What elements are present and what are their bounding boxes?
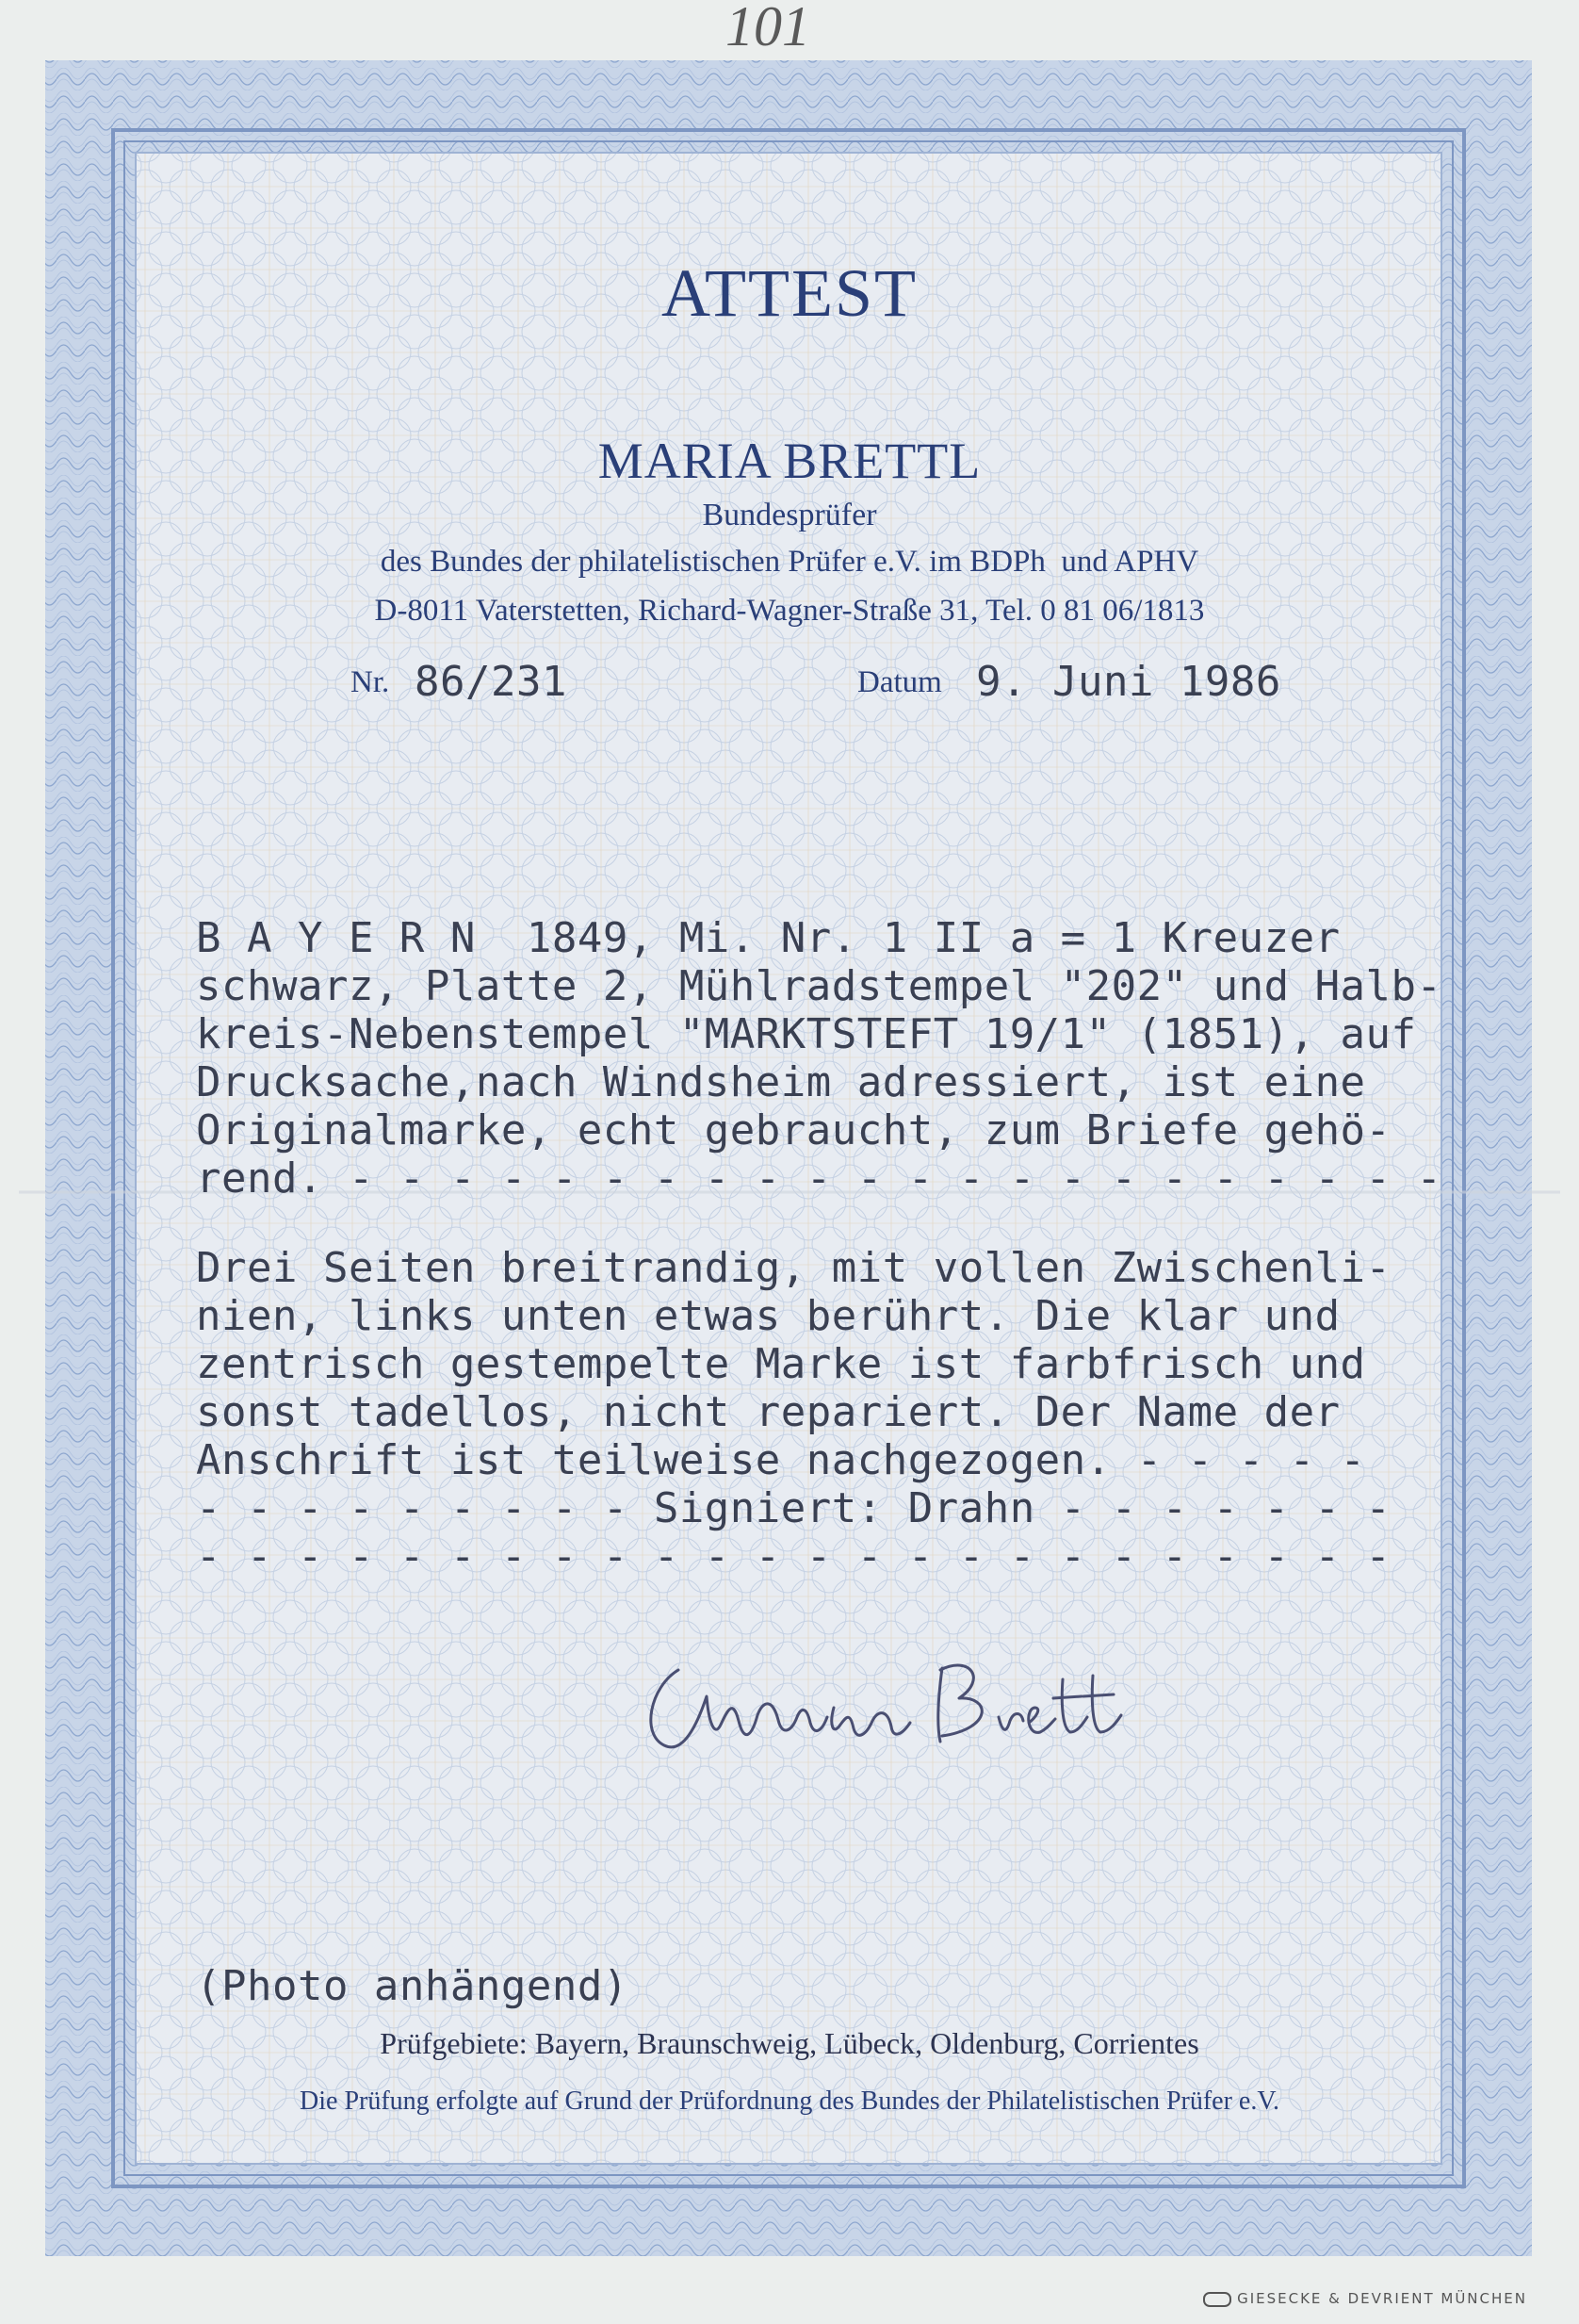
text-line: Anschrift ist teilweise nachgezogen. - - - - - (196, 1436, 1366, 1484)
text-line: schwarz, Platte 2, Mühlradstempel "202" und Halb- (196, 962, 1442, 1010)
printer-mark (1178, 2273, 1527, 2324)
certificate-number-label: Nr. (350, 665, 390, 699)
printer-mark-text: GIESECKE & DEVRIENT MÜNCHEN (1237, 2290, 1527, 2307)
text-line: rend. - - - - - - - - - - - - - - - - - - - - - - (196, 1154, 1442, 1203)
text-line: Originalmarke, echt gebraucht, zum Briefe gehö- (196, 1106, 1392, 1154)
text-line: zentrisch gestempelte Marke ist farbfrisch und (196, 1340, 1366, 1388)
issuer-address: D-8011 Vaterstetten, Richard-Wagner-Straße 31, Tel. 0 81 06/1813 (374, 594, 1205, 628)
date-value: 9. Juni 1986 (976, 658, 1281, 706)
issuer-name: MARIA BRETTL (597, 433, 982, 489)
issuer-role: Bundesprüfer (702, 498, 877, 532)
text-line: - - - - - - - - - Signiert: Drahn - - - - - - - (196, 1484, 1392, 1532)
certificate-number: 86/231 (415, 658, 567, 706)
text-line: B A Y E R N 1849, Mi. Nr. 1 II a = 1 Kreuzer (196, 914, 1341, 962)
issuer-association: des Bundes der philatelistischen Prüfer e.V. im BDPh und APHV (380, 545, 1199, 579)
signature (641, 1630, 1168, 1772)
text-line: sonst tadellos, nicht repariert. Der Name der (196, 1388, 1341, 1436)
text-line: nien, links unten etwas berührt. Die klar und (196, 1292, 1341, 1340)
printer-logo-icon (1203, 2292, 1231, 2307)
date-label: Datum (857, 665, 942, 699)
handwritten-number: 101 (725, 0, 810, 57)
text-line: Drei Seiten breitrandig, mit vollen Zwischenli- (196, 1244, 1392, 1292)
pruefgebiete: Prüfgebiete: Bayern, Braunschweig, Lübeck, Oldenburg, Corrientes (380, 2026, 1199, 2060)
text-line: kreis-Nebenstempel "MARKTSTEFT 19/1" (1851), auf (196, 1010, 1417, 1058)
text-line: - - - - - - - - - - - - - - - - - - - - - - - - (196, 1532, 1392, 1580)
certificate-title: ATTEST (661, 255, 918, 331)
footer-note: Die Prüfung erfolgte auf Grund der Prüfordnung des Bundes der Philatelistischen Prüfer e.V. (300, 2087, 1279, 2116)
text-line: Drucksache,nach Windsheim adressiert, ist eine (196, 1058, 1366, 1106)
photo-note: (Photo anhängend) (196, 1962, 628, 2010)
